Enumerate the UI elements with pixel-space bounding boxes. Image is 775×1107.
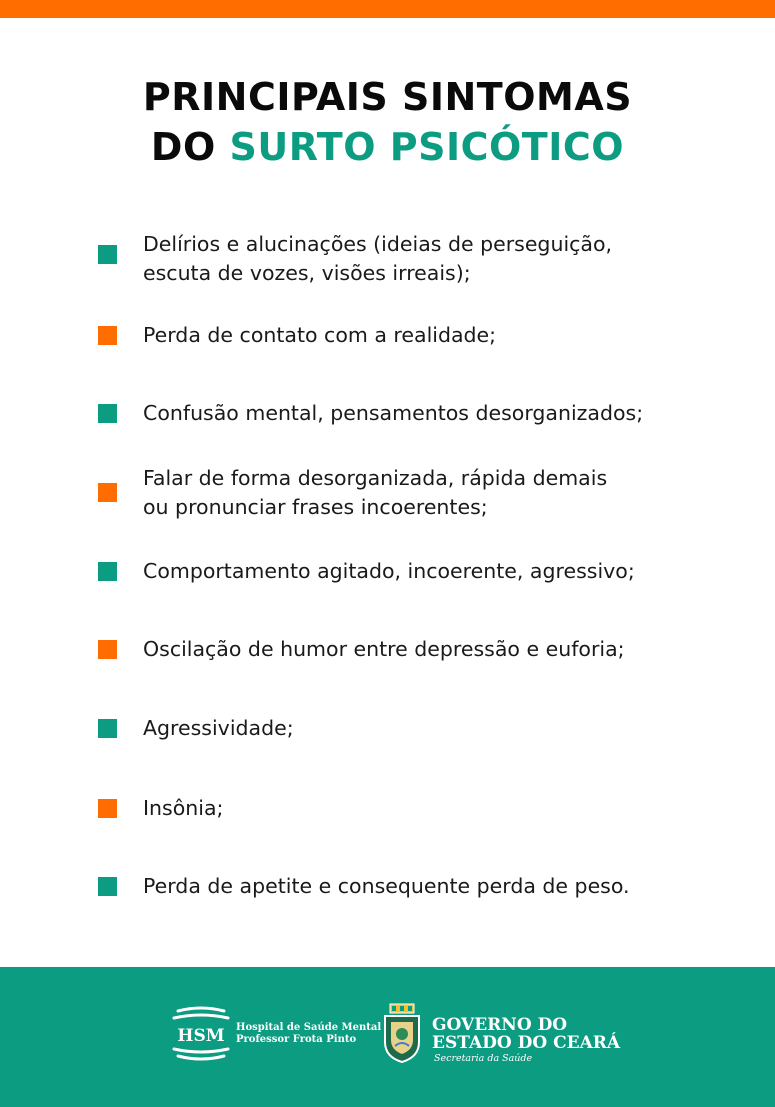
bullet-square: [98, 562, 117, 581]
hsm-line-2: Professor Frota Pinto: [236, 1034, 357, 1045]
bullet-square: [98, 404, 117, 423]
gov-line-1: GOVERNO DO: [432, 1015, 568, 1035]
bullet-square: [98, 719, 117, 738]
hsm-mark: HSM: [177, 1026, 225, 1046]
bullet-square: [98, 799, 117, 818]
bullet-square: [98, 326, 117, 345]
symptom-text: Delírios e alucinações (ideias de perseguição, escuta de vozes, visões irreais);: [143, 232, 613, 285]
gov-secretaria: Secretaria da Saúde: [434, 1053, 533, 1064]
title-line-1: PRINCIPAIS SINTOMAS: [142, 75, 633, 119]
top-accent-bar: [0, 0, 775, 18]
symptom-text: Confusão mental, pensamentos desorganizados;: [143, 401, 644, 425]
symptom-text: Falar de forma desorganizada, rápida demais ou pronunciar frases incoerentes;: [143, 466, 608, 519]
symptom-text: Agressividade;: [143, 716, 294, 740]
symptom-text: Insônia;: [143, 796, 224, 820]
symptom-text: Oscilação de humor entre depressão e euforia;: [143, 637, 625, 661]
bullet-square: [98, 483, 117, 502]
page-title: [0, 72, 775, 172]
symptom-text: Comportamento agitado, incoerente, agressivo;: [143, 559, 635, 583]
symptom-text: Perda de contato com a realidade;: [143, 323, 497, 347]
hsm-name: [236, 1022, 381, 1046]
hsm-logo: [170, 1005, 232, 1063]
bullet-square: [98, 245, 117, 264]
title-line-2-accent: SURTO PSICÓTICO: [229, 125, 625, 169]
footer-band: [0, 967, 775, 1107]
ceara-crest-icon: [381, 1002, 423, 1064]
title-line-2-prefix: DO: [150, 125, 216, 169]
bullet-square: [98, 877, 117, 896]
hsm-line-1: Hospital de Saúde Mental: [236, 1022, 382, 1033]
gov-line-2: ESTADO DO CEARÁ: [432, 1033, 621, 1053]
bullet-square: [98, 640, 117, 659]
symptom-text: Perda de apetite e consequente perda de peso.: [143, 874, 630, 898]
